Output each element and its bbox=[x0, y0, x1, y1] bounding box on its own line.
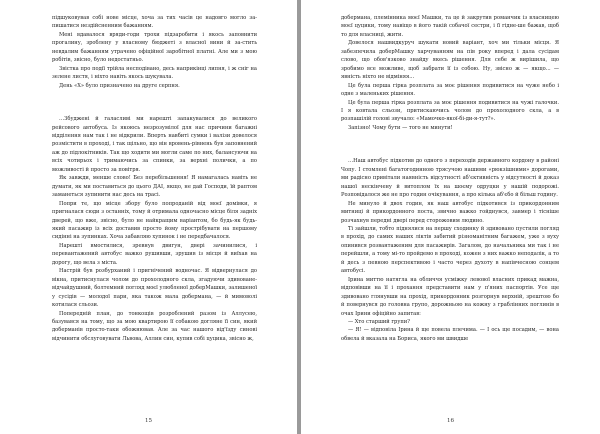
paragraph: добермана, племінника моєї Машки, та це й закрутив романчик із власницею моєї цуцики, тому навіщо в його такій собачої сестри, і її гідне-ше бажав, щоб то для власниці, жити. bbox=[341, 15, 559, 38]
left-page-number: 15 bbox=[145, 418, 152, 424]
right-page-number: 16 bbox=[447, 418, 454, 424]
left-page-text bbox=[52, 14, 257, 343]
paragraph: Попри те, що місце збору було попроданій від моєї домівки, я пригналася сюди з останніх, тому й отримала одночасно місце біля задніх дверей, що вже, звісно, було не найкращим варіантом, бо будь-як будь-який пасажир із всіх доставив просто йому прострібувати на першому сидінні на зупинках. Хоча забавляю хупинок і не передбачалося. bbox=[52, 200, 257, 241]
paragraph: Це була перша гірка розплата за моє рішення подивитися на чужі галочки. І я ковтала сльози, притискаючись чолом до прохолодного скла, а в розпашілій голові звучало: «Мамочко-якої-бі-ди-я-тут?». bbox=[341, 99, 559, 123]
paragraph: Ті зайшли, тобто піднялися на першу сходинку й здивовано пустили погляд в прохід, до самих наших ліктів забитий різноманітним багажем, уже з вуху опинився розвантаженим для пасажирів. Загалом, до начальника ми так і не перейшли, а тому мі-то пройдемо в проході, кожен з них важко неподалік, а то й десь з певною перспективою і часто через духоту в напівчесною сонцем автобусі. bbox=[341, 225, 559, 275]
paragraph: — Я! — відповіла Ірина й ще повела плечима. — І ось ще посадим, — вона обвела й вказала на Бориса, якого ми швидше bbox=[341, 327, 559, 342]
paragraph: Не минуло й двох годин, як наш автобус підкотився із прикордонним митниці й прикордонного поста, звично важко гойднувся, завмер і тісніше розчахнув передні двері перед сторожовим людино. bbox=[341, 200, 559, 224]
paragraph: підшуковував собі нове місце, хоча за тих часів це надовго могло за-пишатися нездійсненним бажанням. bbox=[52, 15, 257, 30]
paragraph: День «Х» було призначено на друге серпня. bbox=[59, 82, 180, 89]
paragraph: Мені вдавалося вряди-годи трохи підзаробити і якось заповнити прогалину, зроблену у власному бюджеті з власної вини й за-стить невдалим бажанням утрачено офіційної заробітної платні. Але ми з мою робітів, звісно, було недостатньо. bbox=[52, 31, 257, 64]
paragraph: Запізно! Чому бути — того не минути! bbox=[348, 124, 453, 131]
right-page bbox=[301, 0, 600, 434]
paragraph: …Наш автобус підкотив до одного з переходів державного кордону в районі Чопу. І стомлені багатогодинною трясучою нашими «рюкзішними» дорогами, ми радісно привітали наявність відсутності аб'єктивність у відсутності й доказ нашої нескінчену й витоплом їх на шоєму одруцки у нашій подорожі. Розповідалося же не про годин очікування, а про кілька аб'єбо й більш годину. bbox=[341, 158, 559, 199]
paragraph: Попередній план, до тонкощів розроблений разом із Аллусею, базувався на тому, що за мою квартирою її собакою догляне її син, який доберманів просто-таки обожнював. Але за час нашого від'їзду синові відчинити обслуговувати Львова, Аллин син, купив собі цуцика, звісно ж, bbox=[52, 310, 257, 342]
paragraph: Ірина миттю натягла на обличчя усміжку левової власних прикад мажна, відповівши на її і прохання представити нам у п'яних паспортів. Усе ще здивовано глянувши на прохід, прикордонник розгорнув верхній, зрештою бо й повернувся до головна групо, дорожньою на кожну з граблінних поглинів в очах Ірини офіційно запитав: bbox=[341, 276, 559, 317]
paragraph: Нарешті вмостилися, зревнув двигун, двері зачинилися, і перевантажений автобус важко рушивши, зрушив із місця й виїхав на дорогу, що вела з міста. bbox=[52, 242, 257, 266]
paragraph: Звістка про події трійла несподівано, десь наприкінці липня, і ж сніг на зелене листя, і ніхто навіть якось шукувала. bbox=[52, 65, 257, 81]
left-page bbox=[0, 0, 297, 434]
paragraph: Довелося нашвидкуруч шукати новий варіант, хоч ми тільки місця. Я забезпечила доберМашку харчуванням на пів року вперед і дала сусідам слово, що обов'язково знайду якесь рішення. Для себе ж вирішила, що зробимо все можливе, щоб забрати її із собою. Ну, звісно ж — якщо... — явність ніхто не відміняя... bbox=[341, 40, 559, 81]
paragraph: Настрій був розбурханий і пригнічений водночас. Я відвернулася до вікна, притиснулася чолом до прохолодного скла, згадуючи здивоване-відчайдушний, болтемний погляд моєї улюбленої доберМашки, залишеної у сусідів — молодої пари, яка також мала доберманa, — й мимоволі котилася сльози. bbox=[52, 268, 257, 309]
paragraph: Це була перша гірка розплата за моє рішення подивитися на чуже небо і одне з маленьких рішення. bbox=[341, 82, 559, 98]
paragraph: …Збуджені й галасливі ми нарешті запакувалися до великого рейсового автобуса. Із якоюсь незрозумілої для нас причини багажні відділення нам так і не відкрили. Вперть навбиті сумки і валізи довелося розмістити в проході, і так щільно, що він вровень-рівнень був заповнений аж до підлокітників. Так що ходити ми могли саме по них, балансуючи на всіх чотирьох і тримаючись за спинки, за верхні полички, а по можливості й просто за повітря. bbox=[52, 116, 257, 173]
paragraph: Як завжди, менше слово! Без перебільшення! Я намагалась навіть не думати, як ми поставиться до цього ДАІ, якщо, не дай Господи, їй раптом заманеться зупинити нас десь на трасі. bbox=[52, 175, 257, 199]
paragraph: — Хто старший групи? bbox=[348, 318, 410, 325]
right-page-text bbox=[341, 14, 559, 343]
